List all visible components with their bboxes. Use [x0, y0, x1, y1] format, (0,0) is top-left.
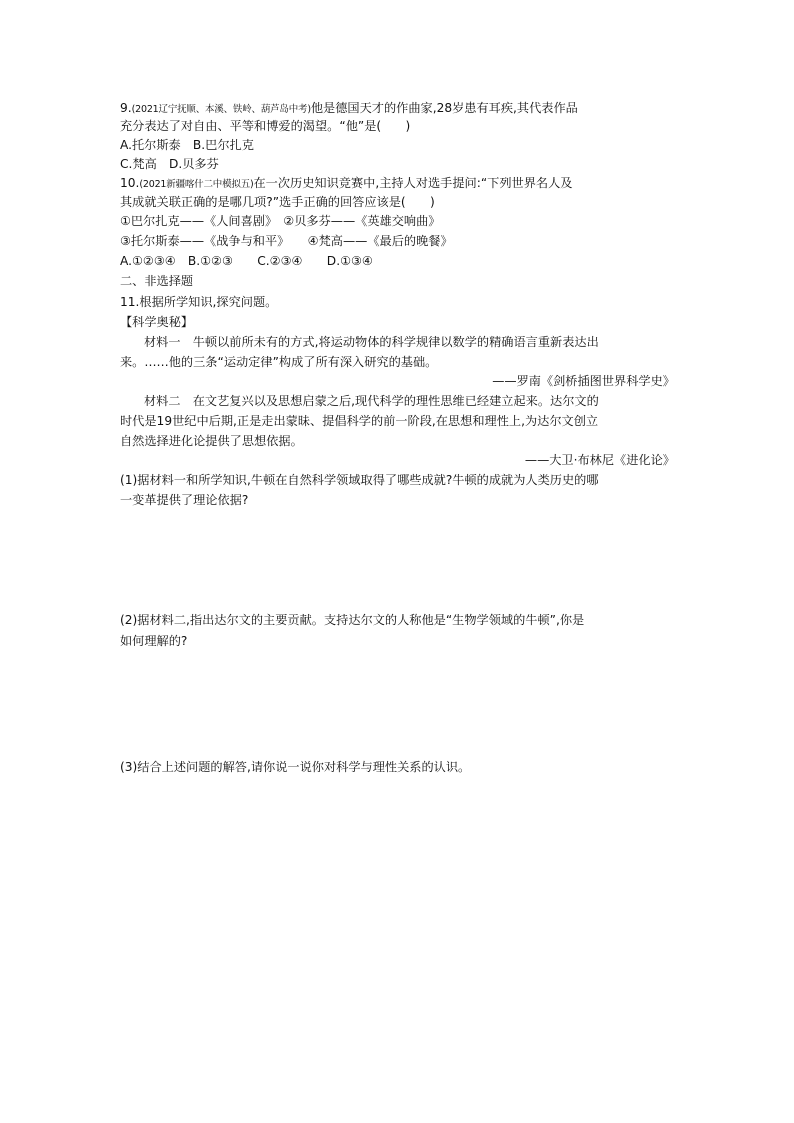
q9-options-ab: A.托尔斯泰 B.巴尔扎克: [120, 138, 254, 152]
q9-number: 9.: [120, 101, 132, 115]
sub-question-2-line-1: (2)据材料二,指出达尔文的主要贡献。支持达尔文的人称他是“生物学领域的牛顿”,你是: [120, 613, 585, 627]
material1-line-2: 来。……他的三条“运动定律”构成了所有深入研究的基础。: [120, 355, 438, 369]
material1-line-1: 材料一 牛顿以前所未有的方式,将运动物体的科学规律以数学的精确语言重新表达出: [144, 335, 599, 349]
material2-source: ——大卫·布林尼《进化论》: [524, 453, 675, 467]
q10-number: 10.: [120, 176, 140, 190]
q10-stem-2: 其成就关联正确的是哪几项?”选手正确的回答应该是( ): [120, 195, 435, 209]
material1-source: ——罗南《剑桥插图世界科学史》: [492, 374, 675, 388]
q11-stem: 11.根据所学知识,探究问题。: [120, 295, 278, 309]
sub-question-3: (3)结合上述问题的解答,请你说一说你对科学与理性关系的认识。: [120, 760, 471, 774]
q9-source: (2021辽宁抚顺、本溪、铁岭、葫芦岛中考): [131, 104, 311, 115]
q10-options: A.①②③④ B.①②③ C.②③④ D.①③④: [120, 254, 373, 268]
q10-source: (2021新疆喀什二中模拟五): [139, 179, 254, 190]
sub-question-1-line-2: 一变革提供了理论依据?: [120, 493, 249, 507]
sub-question-1-line-1: (1)据材料一和所学知识,牛顿在自然科学领域取得了哪些成就?牛顿的成就为人类历史的哪: [120, 473, 599, 487]
q10-line-1: [120, 175, 676, 193]
material2-line-2: 时代是19世纪中后期,正是走出蒙昧、提倡科学的前一阶段,在思想和理性上,为达尔文创立: [120, 414, 599, 428]
q9-line-1: [120, 100, 676, 118]
sub-question-2-line-2: 如何理解的?: [120, 634, 188, 648]
q9-stem-2: 充分表达了对自由、平等和博爱的渴望。“他”是( ): [120, 119, 411, 133]
section-title: 二、非选择题: [120, 274, 194, 288]
q10-stem-1: 在一次历史知识竞赛中,主持人对选手提问:“下列世界名人及: [253, 176, 573, 190]
material2-line-1: 材料二 在文艺复兴以及思想启蒙之后,现代科学的理性思维已经建立起来。达尔文的: [144, 394, 599, 408]
q10-pairs-2: ③托尔斯泰——《战争与和平》 ④梵高——《最后的晚餐》: [120, 234, 453, 248]
material2-line-3: 自然选择进化论提供了思想依据。: [120, 434, 303, 448]
q9-options-cd: C.梵高 D.贝多芬: [120, 157, 219, 171]
q9-stem-1: 他是德国天才的作曲家,28岁患有耳疾,其代表作品: [310, 101, 578, 115]
q11-heading: 【科学奥秘】: [120, 315, 194, 329]
q10-pairs-1: ①巴尔扎克——《人间喜剧》 ②贝多芬——《英雄交响曲》: [120, 214, 441, 228]
